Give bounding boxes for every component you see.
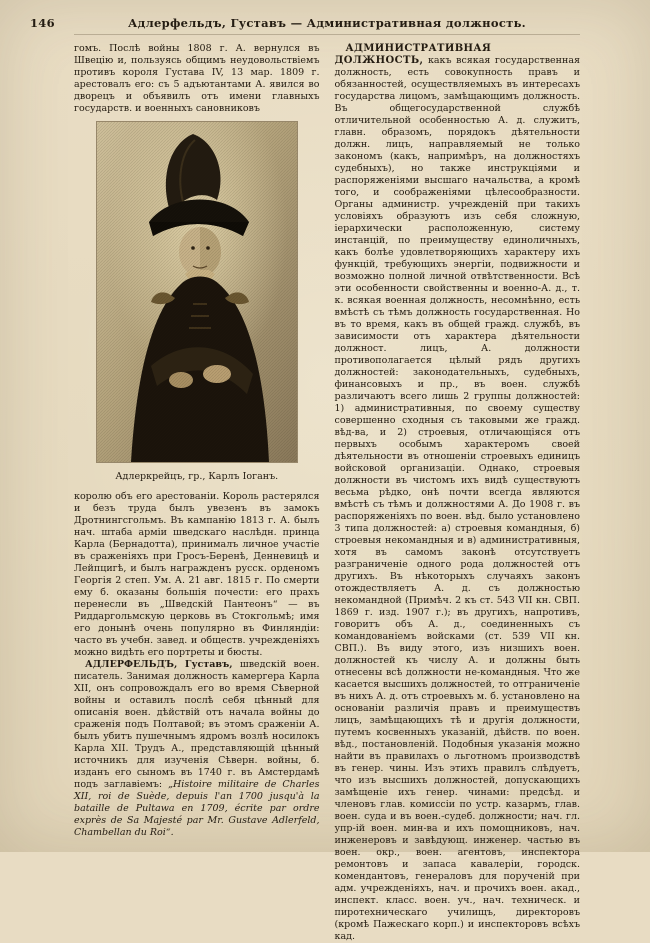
page-number: 146: [30, 16, 55, 30]
left-column: [74, 43, 320, 943]
entry-administrative-position: [335, 43, 581, 943]
page-header: [30, 16, 580, 35]
right-column: [335, 43, 581, 943]
entry-adlerfeld-title: АДЛЕРФЕЛЬДЪ, Густавъ,: [85, 659, 233, 670]
entry-administrative-text: какъ всякая государственная должность, есть совокупность правъ и обязанностей, осуществляемыхъ въ интересахъ государства лицомъ, замѣщающимъ должность. Въ общегосударственной службѣ отличительной особенностью А. д. служитъ, главн. образомъ, порядокъ дѣятельности должн. лицъ, направляемый не только закономъ (какъ, напримѣръ, на должностяхъ судебныхъ), но также инструкціями и распоряженіями высшаго начальства, а кромѣ того, и соображеніями цѣлесообразности. Органы администр. учрежденій при такихъ условіяхъ образуютъ изъ себя сложную, іерархически расположенную, систему инстанцій, по преимуществу единоличныхъ, какъ болѣе удовлетворяющихъ характеру ихъ функцій, требующихъ энергіи, подвижности и возможно полной личной отвѣтственности. Всѣ эти особенности свойственны и военно-А. д., т. к. всякая военная должность, несомнѣнно, есть вмѣстѣ съ тѣмъ должность государственная. Но въ то время, какъ въ общей гражд. службѣ, въ зависимости отъ характера дѣятельности должност. лицъ, А. должности противополагается цѣлый рядъ другихъ должностей: законодательныхъ, судебныхъ, финансовыхъ и пр., въ воен. службѣ различаютъ всего лишь 2 группы должностей: 1) административныя, по своему существу совершенно сходныя съ таковыми же гражд. вѣд-ва, и 2) строевыя, отличающіяся отъ первыхъ особымъ характеромъ своей дѣятельности въ отношеніи строевыхъ единицъ войсковой организаціи. Однако, строевыя должности въ чистомъ ихъ видѣ существуютъ весьма рѣдко, онѣ почти всегда являются вмѣстѣ съ тѣмъ и должностями А. До 1908 г. въ распоряженіяхъ по воен. вѣд. было установлено 3 типа должностей: а) строевыя командныя, б) строевыя некомандныя и в) административныя, хотя въ самомъ законѣ отсутствуетъ разграниченіе одного рода должностей отъ другихъ. Въ нѣкоторыхъ случаяхъ законъ отождествляетъ А. д. съ должностью некомандной (Примѣч. 2 къ ст. 543 VII кн. СВП. 1869 г. изд. 1907 г.); въ другихъ, напротивъ, говоритъ объ А. д., соединенныхъ съ командованіемъ войсками (ст. 539 VII кн. СВП.). Въ виду этого, изъ низшихъ воен. должностей къ числу А. и должны быть отнесены всѣ должности не-командныя. Что же касается высшихъ должностей, то отграниченіе въ нихъ А. д. отъ строевыхъ м. б. установлено на основаніи различія правъ и преимуществъ лицъ, замѣщающихъ тѣ и другія должности, путемъ косвенныхъ указаній, дѣйств. по воен. вѣд., постановленій. Подобныя указанія можно найти въ правилахъ о льготномъ производствѣ въ генер. чины. Изъ этихъ правилъ слѣдуетъ, что изъ высшихъ должностей, допускающихъ замѣщеніе ихъ генер. чинами: предсѣд. и членовъ глав. комиссіи по устр. казармъ, глав. воен. суда и въ воен.-судеб. должности; нач. гл. упр-ій воен. мин-ва и ихъ помощниковъ, нач. инженеровъ и завѣдующ. инженер. частью въ воен. окр., воен. агентовъ, инспектора ремонтовъ и запаса кавалеріи, городск. комендантовъ, генераловъ для порученій при адм. учрежденіяхъ, нач. и прочихъ воен. акад., инспект. класс. воен. уч., нач. техническ. и пиротехническаго училищъ, директоровъ (кромѣ Пажескаго корп.) и инспекторовъ всѣхъ кад.: [334, 55, 580, 942]
entry-administrative-title: АДМИНИСТРАТИВНАЯ ДОЛЖНОСТЬ,: [334, 43, 492, 66]
running-title: Адлерфельдъ, Густавъ — Административная должность.: [127, 16, 526, 30]
entry-adlerfeld: [74, 659, 320, 839]
portrait-figure: [74, 121, 320, 483]
portrait-image: [96, 121, 298, 463]
two-column-layout: [74, 43, 580, 943]
entry-adlerfeld-text: шведскій воен. писатель. Занимая должность камергера Карла XII, онъ сопровождалъ его во время Сѣверной войны и оставилъ послѣ себя цѣнный для описанія воен. дѣйствій отъ начала войны до сраженія подъ Полтавой; въ этомъ сраженіи А. былъ убитъ пушечнымъ ядромъ возлѣ носилокъ Карла XII. Трудъ А., представляющій цѣнный источникъ для изученія Сѣверн. войны, б. изданъ его сыномъ въ 1740 г. въ Амстердамѣ подъ заглавіемъ:: [74, 659, 320, 790]
portrait-caption: Адлеркрейцъ, гр., Карлъ Іоганъ.: [115, 471, 279, 482]
entry-adlerfeld-french-title: „Histoire militaire de Charles XII, roi de Suède, depuis l'an 1700 jusqu'à la bataille de Pultawa en 1709, écrite par ordre exprès de Sa Majesté par Mr. Gustave Adlerfeld, Chambellan du Roi“.: [74, 779, 320, 838]
biography-paragraph: королю объ его арестованіи. Король растерялся и безъ труда былъ увезенъ въ замокъ Дротнингсгольмъ. Въ кампанію 1813 г. А. былъ нач. штаба арміи шведскаго наслѣдн. принца Карла (Бернадотта), принималъ личное участіе въ сраженіяхъ при Гросъ-Беренѣ, Денневицѣ и Лейпцигѣ, и былъ награжденъ русск. орденомъ Георгія 2 степ. Ум. А. 21 авг. 1815 г. По смерти ему б. оказаны большія почести: его прахъ перенесли въ „Шведскій Пантеонъ“ — въ Риддаргольмскую церковь въ Стокгольмѣ; имя его донынѣ очень популярно въ Финляндіи: часто въ учебн. завед. и обществ. учрежденіяхъ можно видѣть его портреты и бюсты.: [74, 491, 320, 658]
continuation-paragraph: гомъ. Послѣ войны 1808 г. А. вернулся въ Швецію и, пользуясь общимъ неудовольствіемъ противъ короля Густава IV, 13 мар. 1809 г. арестовалъ его: съ 5 адъютантами А. явился во дворецъ и объявилъ отъ имени главныхъ государств. и военныхъ сановниковъ: [74, 43, 320, 114]
portrait-engraving-graphic: [97, 122, 297, 462]
